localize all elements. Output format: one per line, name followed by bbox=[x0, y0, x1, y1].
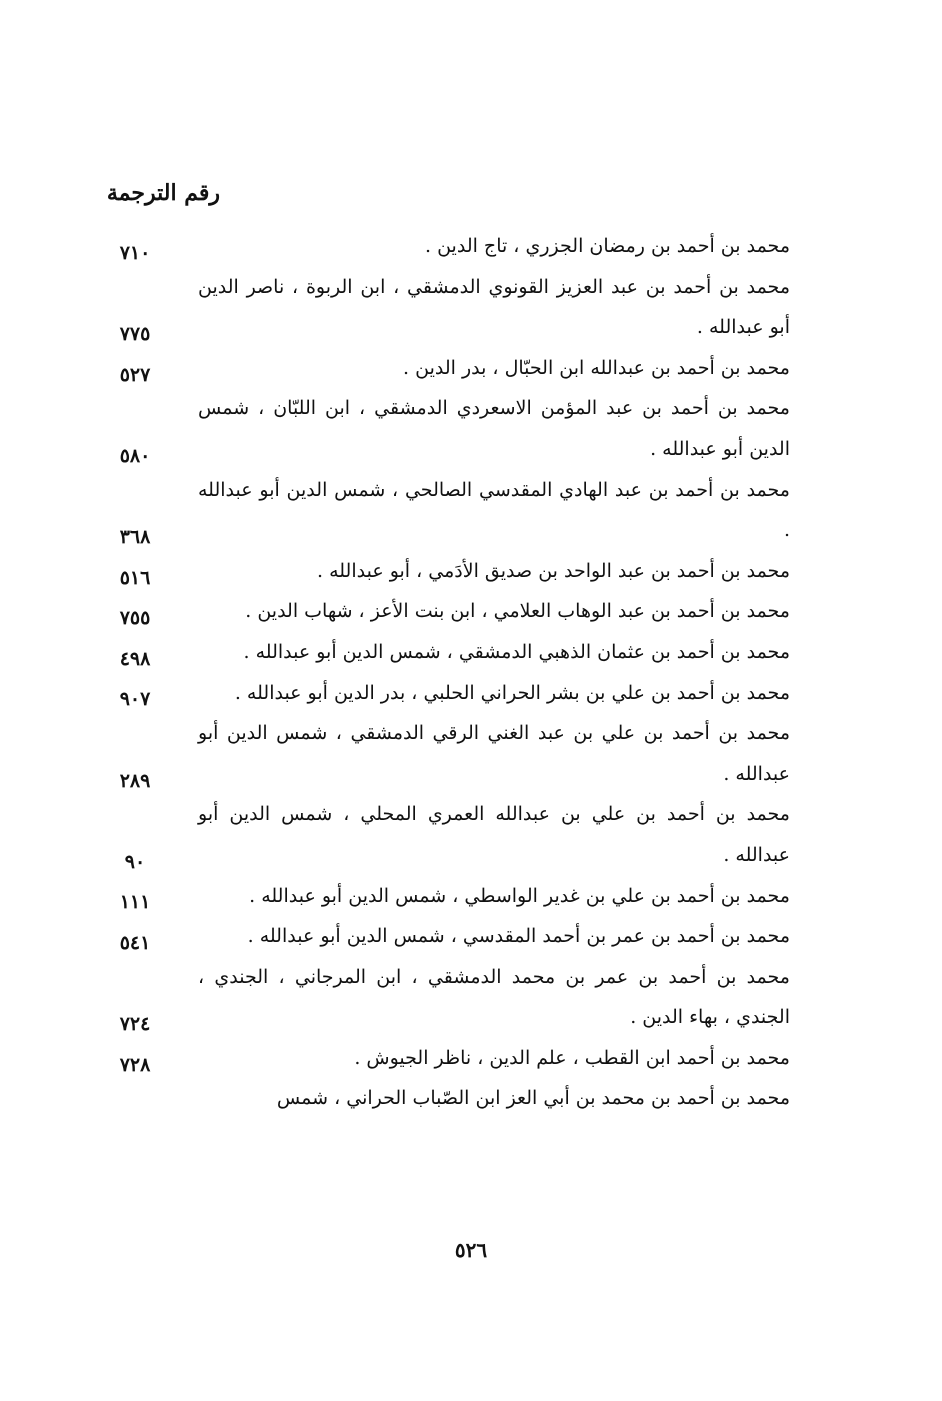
entry-text: محمد بن أحمد بن علي بن عبدالله العمري المحلي ، شمس الدين أبو عبدالله . bbox=[198, 803, 790, 866]
entry-text: محمد بن أحمد بن عثمان الذهبي الدمشقي ، شمس الدين أبو عبدالله . bbox=[243, 640, 790, 663]
list-item bbox=[100, 673, 800, 714]
entry-number: ٩٠٧ bbox=[119, 688, 151, 711]
entry-text: محمد بن أحمد بن عبد الوهاب العلامي ، ابن بنت الأعز ، شهاب الدين . bbox=[245, 600, 790, 623]
list-item bbox=[100, 713, 800, 794]
entry-list bbox=[100, 226, 800, 1119]
entry-text: محمد بن أحمد بن عبد المؤمن الاسعردي الدمشقي ، ابن اللبّان ، شمس الدين أبو عبدالله . bbox=[198, 397, 790, 460]
entry-number: ٩٠ bbox=[124, 850, 146, 873]
entry-number: ٢٨٩ bbox=[119, 769, 151, 792]
entry-number: ٥٨٠ bbox=[119, 444, 151, 467]
entry-text: محمد بن أحمد بن عمر بن محمد الدمشقي ، ابن المرجاني ، الجندي ، الجندي ، بهاء الدين . bbox=[198, 965, 790, 1029]
entry-text: محمد بن أحمد بن عبد الهادي المقدسي الصالحي ، شمس الدين أبو عبدالله . bbox=[198, 478, 790, 542]
list-item bbox=[100, 348, 800, 389]
list-item bbox=[100, 957, 800, 1038]
entry-text: محمد بن أحمد بن علي بن بشر الحراني الحلبي ، بدر الدين أبو عبدالله . bbox=[234, 681, 790, 704]
entry-number: ٥١٦ bbox=[119, 566, 151, 589]
entry-number: ٧٥٥ bbox=[119, 607, 151, 630]
entry-number: ٥٤١ bbox=[119, 931, 151, 954]
entry-text: محمد بن أحمد بن عبد العزيز القونوي الدمشقي ، ابن الربوة ، ناصر الدين أبو عبدالله . bbox=[198, 275, 790, 339]
entry-number: ٣٦٨ bbox=[119, 525, 151, 548]
entry-number: ٥٢٧ bbox=[119, 363, 151, 386]
list-item bbox=[100, 551, 800, 592]
list-item bbox=[100, 226, 800, 267]
page-number: ٥٢٦ bbox=[454, 1238, 488, 1262]
entry-number: ٧٢٤ bbox=[119, 1013, 151, 1036]
list-item bbox=[100, 470, 800, 551]
list-item bbox=[100, 1038, 800, 1079]
entry-number: ٧١٠ bbox=[119, 241, 151, 264]
entry-text: محمد بن أحمد ابن القطب ، علم الدين ، ناظر الجيوش . bbox=[354, 1046, 790, 1069]
entry-text: محمد بن أحمد بن عبد الواحد بن صديق الأدَمي ، أبو عبدالله . bbox=[316, 559, 790, 582]
entry-text: محمد بن أحمد بن محمد بن أبي العز ابن الصّباب الحراني ، شمس bbox=[276, 1087, 790, 1110]
list-item bbox=[100, 876, 800, 917]
list-item bbox=[100, 794, 800, 875]
entry-number: ١١١ bbox=[119, 891, 151, 914]
entry-text: محمد بن أحمد بن عمر بن أحمد المقدسي ، شمس الدين أبو عبدالله . bbox=[247, 925, 790, 948]
entry-number: ٧٢٨ bbox=[119, 1053, 151, 1076]
entry-text: محمد بن أحمد بن علي بن غدير الواسطي ، شمس الدين أبو عبدالله . bbox=[249, 884, 790, 907]
list-item bbox=[100, 388, 800, 469]
entry-number: ٤٩٨ bbox=[119, 647, 151, 670]
list-item bbox=[100, 632, 800, 673]
list-item bbox=[100, 591, 800, 632]
entry-text: محمد بن أحمد بن عبدالله ابن الحبّال ، بدر الدين . bbox=[403, 356, 790, 379]
entry-text: محمد بن أحمد بن علي بن عبد الغني الرقي الدمشقي ، شمس الدين أبو عبدالله . bbox=[198, 722, 790, 785]
column-title: رقم الترجمة bbox=[106, 180, 220, 206]
entry-text: محمد بن أحمد بن رمضان الجزري ، تاج الدين . bbox=[425, 235, 790, 257]
list-item bbox=[100, 916, 800, 957]
entry-number: ٧٧٥ bbox=[119, 322, 151, 345]
list-item bbox=[100, 267, 800, 348]
list-item bbox=[100, 1078, 800, 1119]
